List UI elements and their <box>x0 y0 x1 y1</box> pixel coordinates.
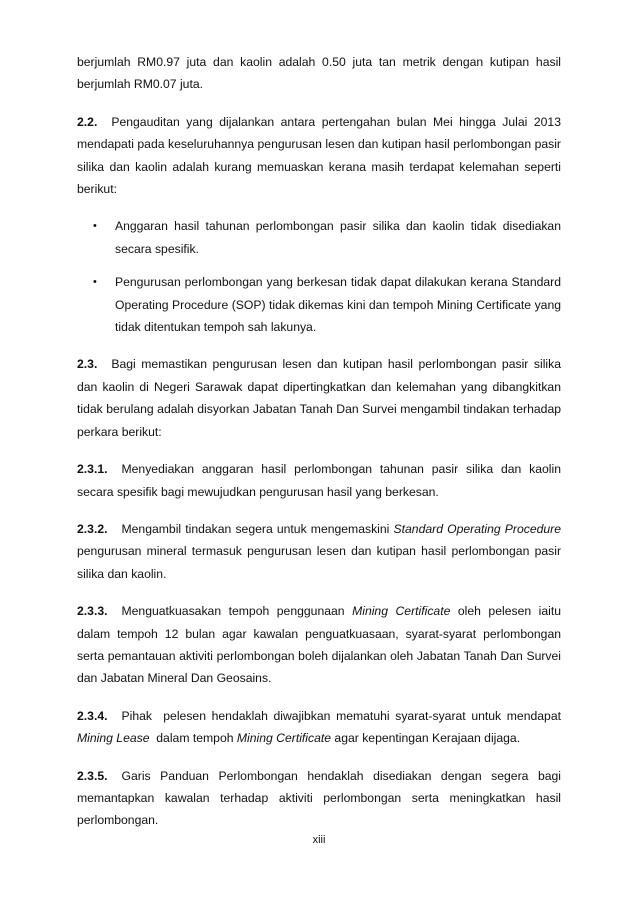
bullet-icon: • <box>93 276 97 289</box>
paragraph-2-3-5 <box>77 765 561 832</box>
paragraph-text: Menyediakan anggaran hasil perlombongan tahunan pasir silika dan kaolin secara spesifik bagi mewujudkan pengurusan hasil yang berkesan. <box>77 462 561 499</box>
paragraph-2-3-1 <box>77 458 561 503</box>
paragraph-number: 2.3.4. <box>77 708 108 723</box>
paragraph-number: 2.2. <box>77 114 98 129</box>
list-item <box>77 215 561 260</box>
paragraph-text: oleh pelesen iaitu dalam tempoh 12 bulan agar kawalan penguatkuasaan, syarat-syarat perlombongan serta pemantauan aktiviti perlombongan boleh dijalankan oleh Jabatan Tanah Dan Survei dan Jabatan Mineral Dan Geosains. <box>77 604 561 686</box>
italic-term: Mining Certificate <box>236 731 332 746</box>
list-item-text: Pengurusan perlombongan yang berkesan tidak dapat dilakukan kerana Standard Operating Procedure (SOP) tidak dikemas kini dan tempoh Mining Certificate yang tidak ditentukan tempoh sah lakunya. <box>115 275 561 335</box>
paragraph-text: Bagi memastikan pengurusan lesen dan kutipan hasil perlombongan pasir silika dan kaolin di Negeri Sarawak dapat dipertingkatkan dan kelemahan yang dibangkitkan tidak berulang adalah disyorkan Jabatan Tanah Dan Survei mengambil tindakan terhadap perkara berikut: <box>77 357 561 439</box>
paragraph-number: 2.3.2. <box>77 521 108 536</box>
intro-paragraph <box>77 51 561 96</box>
paragraph-number: 2.3.1. <box>77 462 108 477</box>
findings-list <box>77 215 561 338</box>
paragraph-text: Menguatkuasakan tempoh penggunaan <box>121 604 353 619</box>
list-item <box>77 271 561 338</box>
list-item-text: Anggaran hasil tahunan perlombongan pasir silika dan kaolin tidak disediakan secara spesifik. <box>115 219 561 256</box>
paragraph-2-3-2 <box>77 518 561 585</box>
intro-text: berjumlah RM0.97 juta dan kaolin adalah 0.50 juta tan metrik dengan kutipan hasil berjumlah RM0.07 juta. <box>77 55 561 92</box>
paragraph-number: 2.3.3. <box>77 604 108 619</box>
paragraph-2-3-4 <box>77 705 565 750</box>
paragraph-text: Pihak pelesen hendaklah diwajibkan mematuhi syarat-syarat untuk mendapat <box>121 708 565 723</box>
paragraph-2-3 <box>77 353 561 443</box>
paragraph-number: 2.3. <box>77 357 98 372</box>
paragraph-2-2 <box>77 111 561 201</box>
bullet-icon: • <box>93 220 97 233</box>
paragraph-text: dalam tempoh <box>149 731 237 746</box>
paragraph-text: pengurusan mineral termasuk pengurusan lesen dan kutipan hasil perlombongan pasir silika dan kaolin. <box>77 544 561 581</box>
italic-term: Mining Lease <box>77 731 150 746</box>
document-page <box>77 51 565 847</box>
page-number: xiii <box>312 834 326 846</box>
paragraph-text: Garis Panduan Perlombongan hendaklah disediakan dengan segera bagi memantapkan kawalan terhadap aktiviti perlombongan serta meningkatkan hasil perlombongan. <box>77 768 561 828</box>
paragraph-text: agar kepentingan Kerajaan dijaga. <box>331 731 521 746</box>
paragraph-text: Pengauditan yang dijalankan antara pertengahan bulan Mei hingga Julai 2013 mendapati pada keseluruhannya pengurusan lesen dan kutipan hasil perlombongan pasir silika dan kaolin adalah kurang memuaskan kerana masih terdapat kelemahan seperti berikut: <box>77 114 561 197</box>
italic-term: Standard Operating Procedure <box>393 521 561 536</box>
italic-term: Mining Certificate <box>352 604 451 619</box>
paragraph-number: 2.3.5. <box>77 768 108 783</box>
paragraph-text: Mengambil tindakan segera untuk mengemaskini <box>121 521 394 536</box>
paragraph-2-3-3 <box>77 600 561 690</box>
